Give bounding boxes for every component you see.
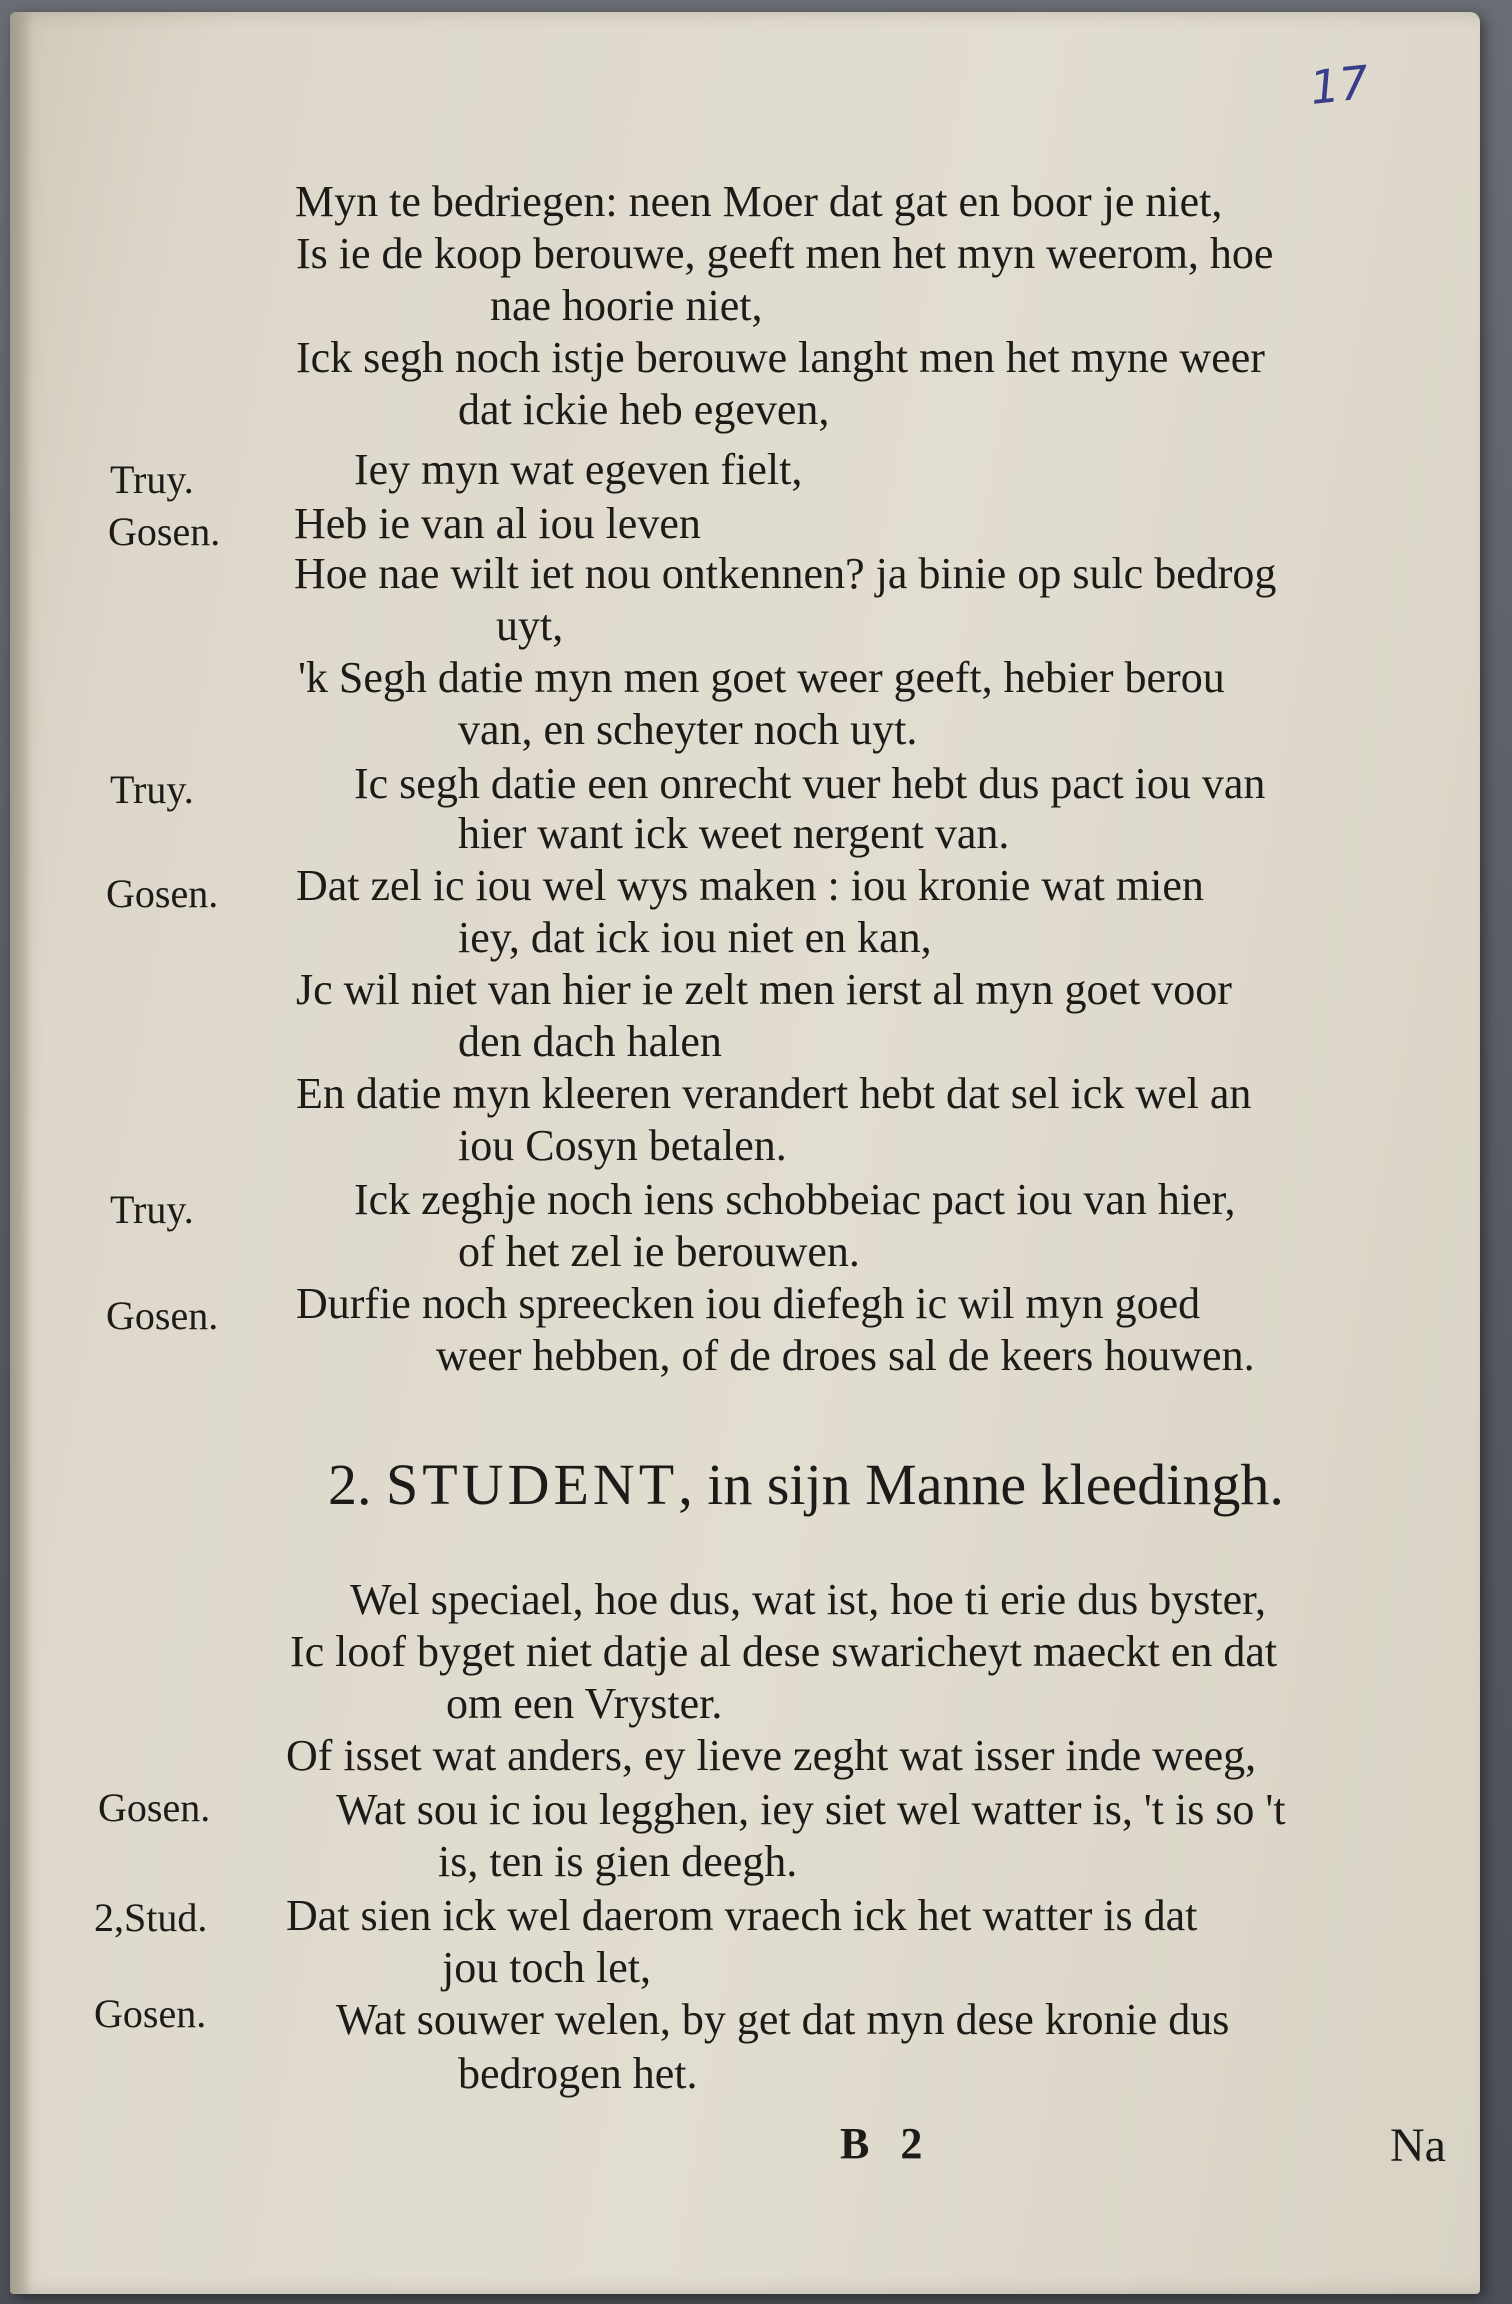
text-line: hier want ick weet nergent van. (458, 809, 1010, 858)
text-line: bedrogen het. (458, 2049, 698, 2098)
text-line: dat ickie heb egeven, (458, 385, 830, 434)
speaker-label: Gosen. (106, 871, 219, 916)
page-gutter-shadow (10, 12, 32, 2294)
book-page (10, 12, 1480, 2294)
text-line: om een Vryster. (446, 1679, 723, 1728)
text-line: Ic loof byget niet datje al dese swaricheyt maeckt en dat (290, 1627, 1278, 1676)
text-line: Durfie noch spreecken iou diefegh ic wil myn goed (296, 1279, 1201, 1328)
text-line: Myn te bedriegen: neen Moer dat gat en boor je niet, (295, 177, 1223, 226)
text-line: Ick zeghje noch iens schobbeiac pact iou van hier, (354, 1175, 1236, 1224)
speaker-label: 2,Stud. (94, 1895, 208, 1940)
signature-mark: B 2 (840, 2119, 933, 2168)
catchword: Na (1390, 2119, 1446, 2172)
text-line: Iey myn wat egeven fielt, (354, 445, 803, 494)
text-line: iey, dat ick iou niet en kan, (458, 913, 932, 962)
text-line: Ic segh datie een onrecht vuer hebt dus pact iou van (354, 759, 1266, 808)
speaker-label: Gosen. (98, 1785, 211, 1830)
text-line: jou toch let, (442, 1943, 651, 1992)
text-line: Hoe nae wilt iet nou ontkennen? ja binie op sulc bedrog (294, 549, 1277, 598)
heading-rest: , in sijn Manne kleedingh. (678, 1452, 1284, 1517)
heading-number: 2. (328, 1452, 372, 1517)
text-line: Heb ie van al iou leven (294, 499, 701, 548)
text-line: Dat zel ic iou wel wys maken : iou kronie wat mien (296, 861, 1204, 910)
text-line: nae hoorie niet, (490, 281, 763, 330)
speaker-label: Gosen. (106, 1293, 219, 1338)
speaker-label: Truy. (110, 457, 194, 502)
text-line: En datie myn kleeren verandert hebt dat sel ick wel an (296, 1069, 1252, 1118)
text-line: Wel speciael, hoe dus, wat ist, hoe ti erie dus byster, (350, 1575, 1267, 1624)
text-line: Is ie de koop berouwe, geeft men het myn weerom, hoe (296, 229, 1274, 278)
text-line: den dach halen (458, 1017, 722, 1066)
section-heading (328, 1452, 1284, 1517)
text-line: Dat sien ick wel daerom vraech ick het watter is dat (286, 1891, 1198, 1940)
heading-name: STUDENT (386, 1452, 679, 1517)
speaker-label: Gosen. (108, 509, 221, 554)
text-line: uyt, (496, 601, 564, 650)
text-line: of het zel ie berouwen. (458, 1227, 860, 1276)
speaker-label: Truy. (110, 767, 194, 812)
text-line: Wat souwer welen, by get dat myn dese kronie dus (336, 1995, 1230, 2044)
text-line: Jc wil niet van hier ie zelt men ierst al myn goet voor (296, 965, 1232, 1014)
speaker-label: Gosen. (94, 1991, 207, 2036)
text-line: is, ten is gien deegh. (438, 1837, 798, 1886)
text-line: 'k Segh datie myn men goet weer geeft, hebier berou (298, 653, 1225, 702)
text-line: weer hebben, of de droes sal de keers houwen. (436, 1331, 1255, 1380)
text-line: Ick segh noch istje berouwe langht men het myne weer (296, 333, 1265, 382)
speaker-label: Truy. (110, 1187, 194, 1232)
text-line: iou Cosyn betalen. (458, 1121, 787, 1170)
text-line: van, en scheyter noch uyt. (458, 705, 918, 754)
handwritten-page-number: 17 (1307, 55, 1372, 115)
text-line: Of isset wat anders, ey lieve zeght wat isser inde weeg, (286, 1731, 1257, 1780)
text-line: Wat sou ic iou legghen, iey siet wel watter is, 't is so 't (336, 1785, 1286, 1834)
